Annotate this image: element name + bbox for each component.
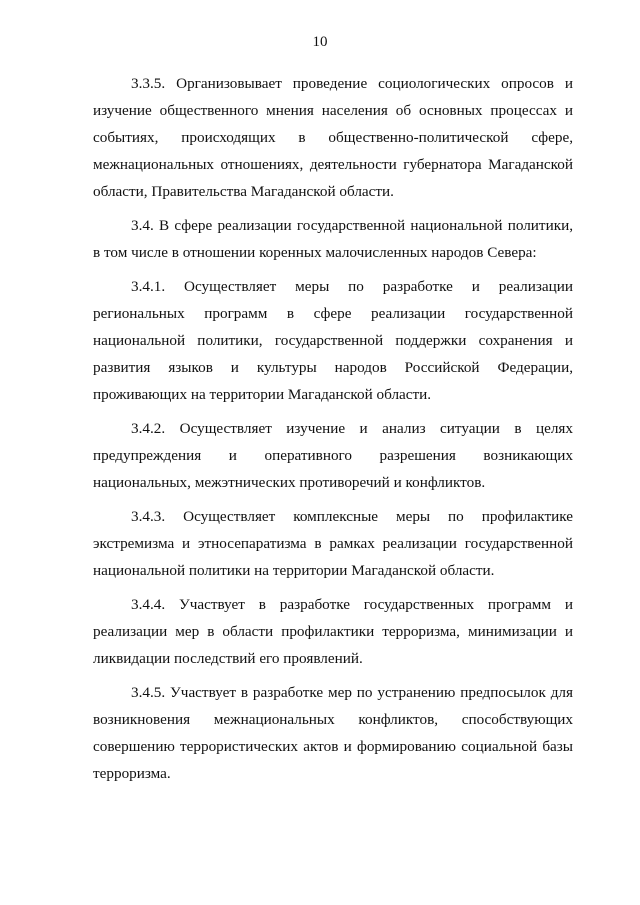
paragraph-3-4-1: 3.4.1. Осуществляет меры по разработке и реализации региональных программ в сфере реализации государственной национальной политики, государственной поддержки сохранения и развития языков и культуры народов Российской Федерации, проживающих на территории Магаданской области. xyxy=(93,278,573,403)
paragraph-3-4-2: 3.4.2. Осуществляет изучение и анализ ситуации в целях предупреждения и оперативного разрешения возникающих национальных, межэтнических противоречий и конфликтов. xyxy=(93,420,573,491)
paragraph-3-3-5: 3.3.5. Организовывает проведение социологических опросов и изучение общественного мнения населения об основных процессах и событиях, происходящих в общественно-политической сфере, межнациональных отношениях, деятельности губернатора Магаданской области, Правительства Магаданской области. xyxy=(93,75,573,200)
page-number: 10 xyxy=(312,34,328,50)
paragraph-3-4: 3.4. В сфере реализации государственной национальной политики, в том числе в отношении коренных малочисленных народов Севера: xyxy=(93,217,573,261)
document-body xyxy=(93,70,573,794)
paragraph-3-4-5: 3.4.5. Участвует в разработке мер по устранению предпосылок для возникновения межнациональных конфликтов, способствующих совершению террористических актов и формированию социальной базы терроризма. xyxy=(93,684,573,782)
paragraph-3-4-3: 3.4.3. Осуществляет комплексные меры по профилактике экстремизма и этносепаратизма в рамках реализации государственной национальной политики на территории Магаданской области. xyxy=(93,508,573,579)
paragraph-3-4-4: 3.4.4. Участвует в разработке государственных программ и реализации мер в области профилактики терроризма, минимизации и ликвидации последствий его проявлений. xyxy=(93,596,573,667)
